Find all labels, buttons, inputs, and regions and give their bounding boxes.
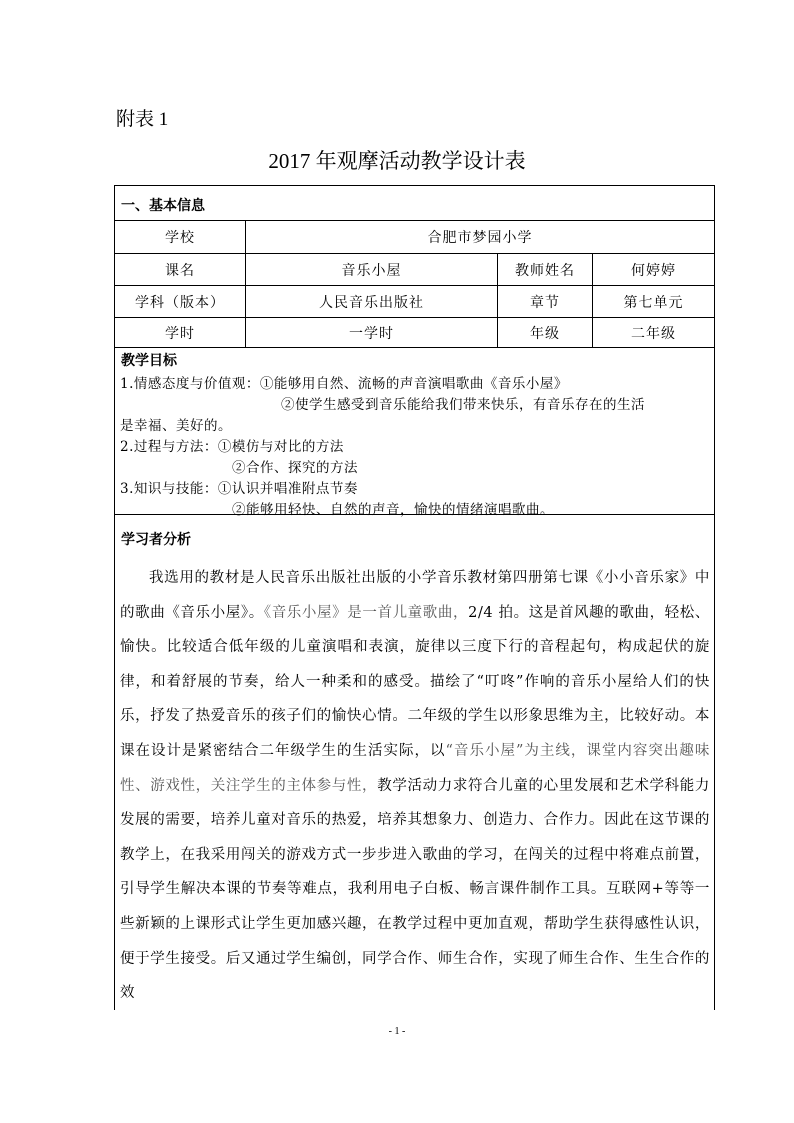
subject-label: 学科（版本） <box>135 294 225 311</box>
course-row <box>115 254 714 286</box>
objective-line: 1.情感态度与价值观：①能够用自然、流畅的声音演唱歌曲《音乐小屋》 <box>120 376 568 392</box>
analysis-text: 教学活动力求符合儿童的心里发展和艺术学科能力发展的需要，培养儿童对音乐的热爱，培养其想象力、创造力、合作力。因此在这节课的教学上，在我采用闯关的游戏方式一步步进入歌曲的学习，在闯关的过程中将难点前置，引导学生解决本课的节奏等难点，我利用电子白板、畅言课件制作工具。互联网+等等一些新颖的上课形式让学生更加感兴趣，在教学过程中更加直观，帮助学生获得感性认识，便于学生接受。后又通过学生编创，同学合作、师生合作，实现了师生合作、生生合作的效 <box>120 777 710 1002</box>
appendix-label: 附表 1 <box>116 109 169 130</box>
course-label: 课名 <box>165 262 195 279</box>
objectives-row <box>115 348 714 518</box>
grade-label: 年级 <box>497 318 592 347</box>
hours-label: 学时 <box>165 325 195 342</box>
document-title: 2017 年观摩活动教学设计表 <box>268 149 526 173</box>
school-label: 学校 <box>165 230 195 246</box>
analysis-text-gray: 《音乐小屋》是一首儿童歌曲， <box>263 604 469 621</box>
objectives-title: 教学目标 <box>121 353 177 369</box>
learner-analysis-section <box>115 515 714 1011</box>
subject-row <box>115 286 714 318</box>
objective-line: 2.过程与方法：①模仿与对比的方法 <box>120 439 344 455</box>
learner-analysis-title: 学习者分析 <box>121 532 191 548</box>
basic-info-title: 一、基本信息 <box>121 198 205 214</box>
chapter-value: 第七单元 <box>592 286 714 317</box>
objective-line: 是幸福、美好的。 <box>120 418 232 434</box>
learner-analysis-paragraph <box>120 561 710 1011</box>
hours-value: 一学时 <box>245 318 497 347</box>
analysis-text-gray: “音乐小屋”为主线，课堂内容突出趣味性、游戏性，关注学生的主体参与性， <box>120 742 711 794</box>
page-number: - 1 - <box>388 1026 406 1037</box>
course-value: 音乐小屋 <box>245 254 497 285</box>
school-value: 合肥市梦园小学 <box>245 221 714 253</box>
teacher-label: 教师姓名 <box>497 254 592 285</box>
hours-row <box>115 318 714 348</box>
objective-line: ②能够用轻快、自然的声音，愉快的情绪演唱歌曲。 <box>232 502 554 518</box>
basic-info-header-row <box>115 186 714 221</box>
objective-line: ②合作、探究的方法 <box>232 460 358 476</box>
analysis-text: 2/4 拍。这是首风趣的歌曲，轻松、愉快。比较适合低年级的儿童演唱和表演，旋律以三度下行的音程起句，构成起伏的旋律，和着舒展的节奏，给人一种柔和的感受。描绘了“叮咚”作响的音乐小屋给人们的快乐，抒发了热爱音乐的孩子们的愉快心情。二年级的学生以形象思维为主，比较好动。本课在设计是紧密结合二年级学生的生活实际，以 <box>120 604 710 759</box>
objective-line: ②使学生感受到音乐能给我们带来快乐，有音乐存在的生活 <box>281 397 645 413</box>
teacher-value: 何婷婷 <box>592 254 714 285</box>
objective-line: 3.知识与技能：①认识并唱准附点节奏 <box>120 481 358 497</box>
grade-value: 二年级 <box>592 318 714 347</box>
school-row <box>115 221 714 254</box>
subject-value: 人民音乐出版社 <box>245 286 497 317</box>
chapter-label: 章节 <box>497 286 592 317</box>
analysis-text: 我选用的教材是人民音乐出版社出版的小学音乐教材第四册第七课《小小音乐家》中的歌曲《音乐小屋》。 <box>120 570 710 621</box>
design-table <box>114 185 715 1010</box>
